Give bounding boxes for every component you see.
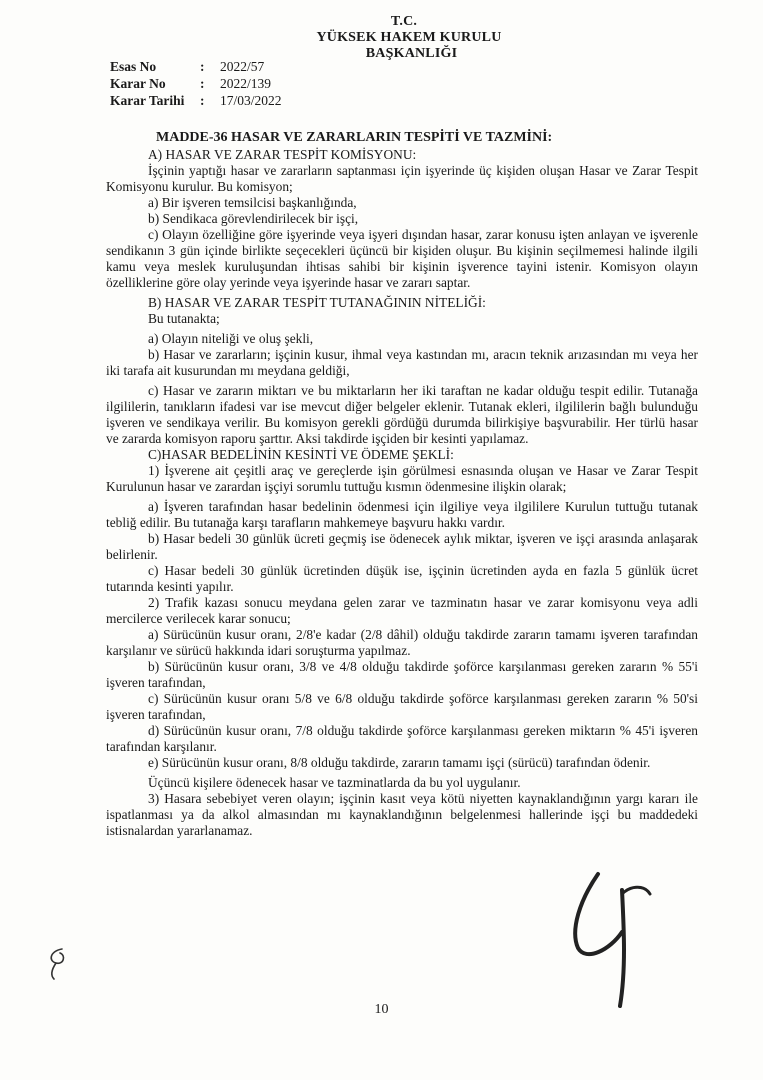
section-a-title: A) HASAR VE ZARAR TESPİT KOMİSYONU: [148, 147, 417, 162]
decision-number-label: Karar No [110, 76, 166, 91]
section-c-item-3: 3) Hasara sebebiyet veren olayın; işçinin kasıt veya kötü niyetten kaynaklandığının yargı kararı ile ispatlanması ya da alkol almasından mı kaynaklandığının belgelenmesi hallerinde işçi bu maddedeki istisnalardan yararlanamaz. [106, 791, 698, 838]
colon: : [200, 93, 205, 108]
section-c-item-2e: e) Sürücünün kusur oranı, 8/8 olduğu takdirde, zararın tamamı işçi (sürücü) tarafından ödenir. [148, 755, 651, 770]
section-a-item-a: a) Bir işveren temsilcisi başkanlığında, [148, 195, 357, 210]
decision-number-value: 2022/139 [220, 76, 272, 91]
case-info [110, 58, 282, 109]
section-c-item-1: 1) İşverene ait çeşitli araç ve gereçlerde işin görülmesi esnasında oluşan ve Hasar ve Zarar Tespit Kurulunun hasar ve zarardan işçiyi sorumlu tuttuğu kısmın ödenmesine ilişkin olarak; [106, 463, 698, 494]
decision-date-label: Karar Tarihi [110, 93, 185, 108]
case-number-row [110, 58, 282, 75]
handwritten-signature [560, 870, 690, 1010]
section-c-item-1b: b) Hasar bedeli 30 günlük ücreti geçmiş ise ödenecek aylık miktar, işveren ve işçi arasında anlaşarak belirlenir. [106, 531, 698, 562]
case-number-label: Esas No [110, 59, 157, 74]
section-b-title: B) HASAR VE ZARAR TESPİT TUTANAĞININ NİTELİĞİ: [148, 295, 486, 310]
section-c-item-2b: b) Sürücünün kusur oranı, 3/8 ve 4/8 olduğu takdirde şoförce karşılanması gereken zararın % 55'i işveren tarafından, [106, 659, 698, 690]
section-a-intro: İşçinin yaptığı hasar ve zararların saptanması için işyerinde üç kişiden oluşan Hasar ve Zarar Tespit Komisyonu kurulur. Bu komisyon; [106, 163, 698, 194]
decision-number-row [110, 75, 282, 92]
colon: : [200, 59, 205, 74]
section-c-item-2c: c) Sürücünün kusur oranı 5/8 ve 6/8 olduğu takdirde şoförce karşılanması gereken zararın % 50'si işveren tarafından, [106, 691, 698, 722]
section-c-third-parties: Üçüncü kişilere ödenecek hasar ve tazminatlarda da bu yol uygulanır. [148, 775, 521, 790]
case-number-value: 2022/57 [220, 59, 265, 74]
section-c-item-2d: d) Sürücünün kusur oranı, 7/8 olduğu takdirde şoförce karşılanması gereken miktarın % 45'i işveren tarafından karşılanır. [106, 723, 698, 754]
section-c-item-2a: a) Sürücünün kusur oranı, 2/8'e kadar (2/8 dâhil) olduğu takdirde zararın tamamı işveren tarafından karşılanır ve sürücü hakkında idari soruşturma yapılmaz. [106, 627, 698, 658]
decision-date-value: 17/03/2022 [220, 93, 282, 108]
section-c-item-1c: c) Hasar bedeli 30 günlük ücretinden düşük ise, işçinin ücretinden ayda en fazla 5 günlük ücret tutarında kesinti yapılır. [106, 563, 698, 594]
header-presidency: BAŞKANLIĞI [365, 46, 458, 61]
handwritten-initial [42, 945, 72, 981]
article-body [106, 130, 698, 839]
document-header [0, 14, 763, 62]
section-c-item-2: 2) Trafik kazası sonucu meydana gelen zarar ve tazminatın hasar ve zarar komisyonu veya adli mercilerce verilecek karar sonucu; [106, 595, 698, 626]
section-b-item-c: c) Hasar ve zararın miktarı ve bu miktarların her iki taraftan ne kadar olduğu tespit edilir. Tutanağa ilgililerin, tanıkların ifadesi var ise mevcut diğer belgeler eklenir. Tutanak ekleri, ilgililerin bağlı bulunduğu işveren ve sendikaya verilir. Bu komisyon gerekli gördüğü durumda bilirkişiye başvurabilir. Her türlü hasar ve zararda komisyon raporu şarttır. Aksi takdirde işçiden bir kesinti yapılamaz. [106, 383, 698, 446]
section-c-title: C)HASAR BEDELİNİN KESİNTİ VE ÖDEME ŞEKLİ: [148, 447, 454, 462]
header-tc: T.C. [390, 14, 418, 29]
header-institution: YÜKSEK HAKEM KURULU [316, 30, 502, 45]
section-b-item-b: b) Hasar ve zararların; işçinin kusur, ihmal veya kastından mı, aracın teknik arızasından mı veya her iki tarafa ait kusurundan mı meydana geldiği, [106, 347, 698, 378]
section-b-intro: Bu tutanakta; [148, 311, 220, 326]
decision-date-row [110, 92, 282, 109]
section-a-item-c: c) Olayın özelliğine göre işyerinde veya işyeri dışından hasar, zarar konusu işten anlayan ve işverenle sendikanın 3 gün içinde birlikte seçecekleri üçüncü bir kişiden oluşur. Bu kişinin seçilmemesi halinde ilgili kamu veya meslek kuruluşundan ihtisas sahibi bir kişinin işverence tayini istenir. Komisyon olayın özelliklerine göre olay yerinde veya işyerinde hasar ve zararı saptar. [106, 227, 698, 290]
colon: : [200, 76, 205, 91]
section-b-item-a: a) Olayın niteliği ve oluş şekli, [148, 331, 314, 346]
section-a-item-b: b) Sendikaca görevlendirilecek bir işçi, [148, 211, 359, 226]
page-number: 10 [374, 1002, 389, 1017]
article-title: MADDE-36 HASAR VE ZARARLARIN TESPİTİ VE TAZMİNİ: [156, 130, 553, 145]
section-c-item-1a: a) İşveren tarafından hasar bedelinin ödenmesi için ilgiliye veya ilgililere Kurulun tuttuğu tutanak tebliğ edilir. Bu tutanağa karşı tarafların mahkemeye başvuru hakkı vardır. [106, 499, 698, 530]
